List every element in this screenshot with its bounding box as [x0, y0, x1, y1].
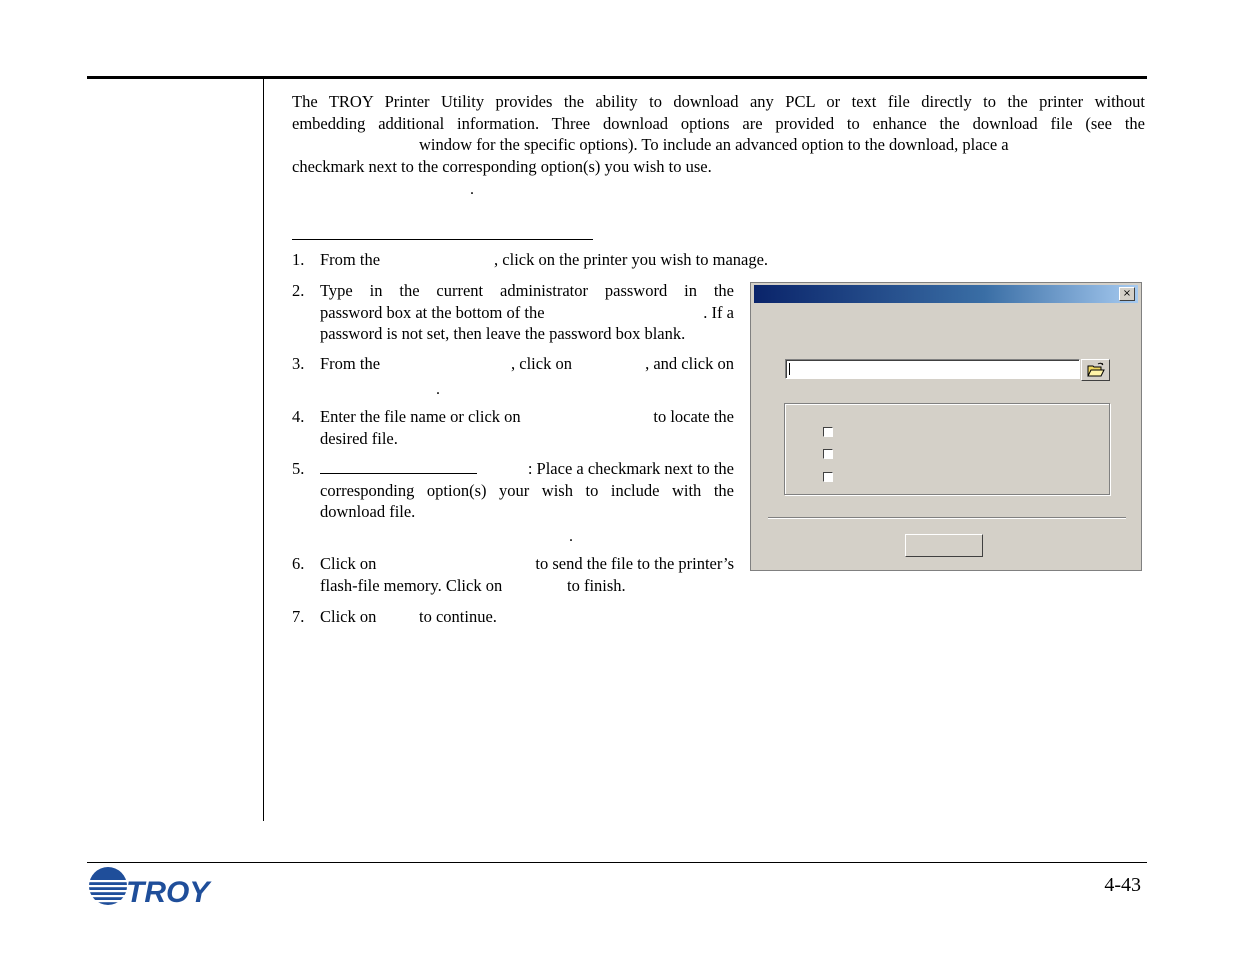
step-text-line — [320, 458, 734, 480]
step-text — [320, 606, 734, 627]
step-number: 7. — [292, 607, 305, 626]
period-mark: . — [470, 181, 474, 198]
step-text — [320, 406, 734, 449]
intro-line-4: checkmark next to the corresponding option(s) you wish to use. — [292, 156, 712, 176]
step-text-part: corresponding option(s) your wish to include with the — [320, 480, 734, 500]
step-text-part: , click on — [511, 354, 572, 373]
step-number: 6. — [292, 554, 305, 573]
step-number: 2. — [292, 281, 305, 300]
download-dialog — [750, 282, 1142, 571]
step-text-part: to locate the — [653, 407, 734, 426]
step-text-part: : Place a checkmark next to the — [527, 459, 734, 478]
step-number: 4. — [292, 407, 305, 426]
step-text — [320, 280, 734, 345]
browse-button[interactable] — [1081, 359, 1110, 381]
dialog-titlebar — [754, 285, 1138, 303]
step-text-part: flash-file memory. Click on — [320, 575, 503, 595]
open-folder-icon — [1082, 360, 1109, 380]
intro-line-3: window for the specific options). To include an advanced option to the download, place a — [419, 135, 1009, 154]
intro-line-2: embedding additional information. Three download options are provided to enhance the download file (see the — [292, 113, 1145, 133]
step-text-line — [320, 302, 734, 324]
page-number: 4-43 — [1104, 874, 1141, 896]
close-icon[interactable]: × — [1119, 287, 1135, 301]
step-text-part: download file. — [320, 502, 416, 521]
step-text-part: From the — [320, 354, 381, 373]
section-heading-underline — [292, 239, 593, 240]
step-text-part: , click on the printer you wish to manage. — [494, 250, 769, 269]
step-text — [320, 553, 734, 596]
margin-rule — [263, 78, 264, 821]
step-text — [320, 353, 734, 374]
intro-paragraph — [292, 91, 1145, 177]
file-name-input[interactable] — [785, 359, 1080, 379]
step-text-part: to finish. — [567, 575, 626, 595]
footer-rule — [87, 862, 1147, 863]
step-text-line — [320, 575, 734, 597]
option-checkbox-2[interactable] — [823, 449, 833, 459]
step-text — [320, 458, 734, 523]
step-text-part: password box at the bottom of the — [320, 302, 545, 322]
step-text-part: password is not set, then leave the password box blank. — [320, 324, 686, 343]
troy-logo — [89, 866, 221, 908]
period-mark: . — [436, 381, 440, 398]
step-text-part: to send the file to the printer’s — [535, 554, 734, 573]
step-number: 3. — [292, 354, 305, 373]
step-text-part: Enter the file name or click on — [320, 407, 521, 426]
step-text — [320, 249, 920, 271]
step-text-line — [320, 406, 734, 428]
step-number: 1. — [292, 250, 305, 269]
dialog-separator — [768, 517, 1126, 519]
step-text-part: Type in the current administrator password in the — [320, 281, 734, 300]
step-text-part: Click on — [320, 607, 377, 626]
step-text-part: Click on — [320, 554, 377, 573]
step-heading-underline — [320, 459, 477, 474]
intro-line-1: The TROY Printer Utility provides the ability to download any PCL or text file directly to the printer without — [292, 92, 1145, 111]
step-text-part: to continue. — [419, 607, 497, 626]
step-text-line — [320, 553, 734, 575]
option-checkbox-1[interactable] — [823, 427, 833, 437]
step-text-part: , and click on — [645, 354, 734, 373]
text-cursor — [789, 363, 790, 375]
step-text-part: From the — [320, 250, 381, 269]
header-rule — [87, 76, 1147, 79]
step-text-part: desired file. — [320, 428, 398, 448]
option-checkbox-3[interactable] — [823, 472, 833, 482]
step-text-part: . If a — [703, 302, 734, 322]
download-options-group — [784, 403, 1110, 495]
logo-text: TROY — [126, 876, 210, 908]
step-number: 5. — [292, 459, 305, 478]
period-mark: . — [569, 528, 573, 545]
download-button[interactable] — [905, 534, 983, 557]
